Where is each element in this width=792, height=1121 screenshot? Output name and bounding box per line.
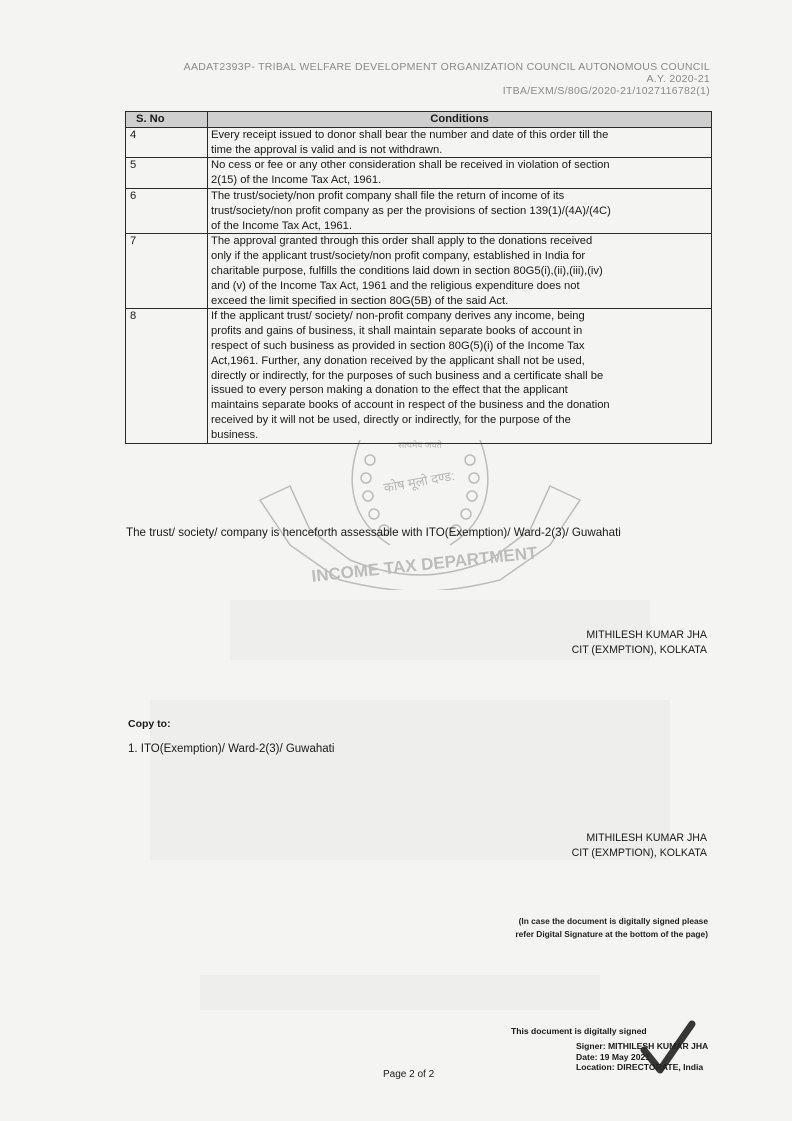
- copy-to-item: 1. ITO(Exemption)/ Ward-2(3)/ Guwahati: [128, 743, 335, 755]
- column-header-conditions: Conditions: [208, 112, 712, 128]
- emblem-motto-small: सत्यमेव जयते: [398, 440, 442, 450]
- condition-line: maintains separate books of account in respect of the business and the donation: [211, 399, 610, 412]
- condition-number: 8: [126, 309, 208, 443]
- stamp-banner-text: INCOME TAX DEPARTMENT: [310, 543, 539, 586]
- scan-shadow: [200, 975, 600, 1010]
- condition-line: The approval granted through this order shall apply to the donations received: [211, 235, 593, 248]
- condition-line: received by it will not be used, directly or indirectly, for the purpose of the: [211, 413, 571, 426]
- stamp-motto: कोष मूलो दण्ड:: [382, 467, 456, 496]
- note-line: (In case the document is digitally signed please: [518, 916, 708, 926]
- header-assessment-year: A.Y. 2020-21: [646, 73, 710, 85]
- signatory-name: MITHILESH KUMAR JHA: [586, 629, 707, 641]
- condition-line: Every receipt issued to donor shall bear the number and date of this order till the: [211, 128, 609, 141]
- column-header-sno: S. No: [126, 112, 208, 128]
- condition-line: only if the applicant trust/society/non profit company, established in India for: [211, 250, 586, 263]
- condition-number: 6: [126, 188, 208, 233]
- table-row: [126, 127, 712, 158]
- condition-line: issued to every person making a donation to the effect that the applicant: [211, 384, 568, 397]
- assessable-statement: The trust/ society/ company is henceforth assessable with ITO(Exemption)/ Ward-2(3)/ Guwahati: [126, 526, 621, 539]
- signer-line: Signer: MITHILESH KUMAR JHA: [576, 1041, 709, 1051]
- condition-text: [208, 234, 712, 309]
- condition-line: time the approval is valid and is not withdrawn.: [211, 143, 443, 156]
- condition-number: 7: [126, 234, 208, 309]
- signatory-designation: CIT (EXMPTION), KOLKATA: [571, 847, 707, 859]
- note-line: refer Digital Signature at the bottom of the page): [515, 928, 708, 939]
- signature-block: [572, 628, 707, 658]
- header-reference-number: ITBA/EXM/S/80G/2020-21/1027116782(1): [502, 85, 710, 97]
- signatory-designation: CIT (EXMPTION), KOLKATA: [571, 644, 707, 656]
- date-line: Date: 19 May 2021: [576, 1051, 651, 1062]
- header-org-name: AADAT2393P- TRIBAL WELFARE DEVELOPMENT ORGANIZATION COUNCIL AUTONOMOUS COUNCIL: [183, 61, 710, 73]
- table-row: [126, 234, 712, 309]
- table-header-row: [126, 112, 712, 128]
- condition-number: 5: [126, 158, 208, 189]
- conditions-table: [125, 111, 712, 444]
- signatory-name: MITHILESH KUMAR JHA: [586, 832, 707, 844]
- condition-line: trust/society/non profit company as per the provisions of section 139(1)/(4A)/(4C): [211, 204, 611, 217]
- condition-line: charitable purpose, fulfills the conditions laid down in section 80G5(i),(ii),(iii),(iv): [211, 264, 603, 277]
- digital-signature-note: [515, 915, 708, 940]
- income-tax-stamp: [250, 420, 590, 590]
- condition-line: The trust/society/non profit company shall file the return of income of its: [211, 189, 565, 202]
- condition-line: directly or indirectly, for the purposes of such business and a certificate shall be: [211, 369, 604, 382]
- condition-line: exceed the limit specified in section 80G(5B) of the said Act.: [211, 294, 509, 307]
- condition-line: Act,1961. Further, any donation received by the applicant shall not be used,: [211, 354, 585, 367]
- condition-text: [208, 188, 712, 233]
- condition-line: 2(15) of the Income Tax Act, 1961.: [211, 174, 382, 187]
- copy-to-label: Copy to:: [128, 718, 171, 730]
- condition-line: and (v) of the Income Tax Act, 1961 and the religious expenditure does not: [211, 279, 580, 292]
- page-number: Page 2 of 2: [383, 1069, 435, 1080]
- condition-text: [208, 158, 712, 189]
- condition-number: 4: [126, 127, 208, 158]
- signature-block: [572, 831, 707, 861]
- condition-line: profits and gains of business, it shall maintain separate books of account in: [211, 325, 583, 338]
- condition-line: respect of such business as provided in section 80G(5)(i) of the Income Tax: [211, 339, 585, 352]
- condition-line: of the Income Tax Act, 1961.: [211, 219, 352, 232]
- condition-text: [208, 127, 712, 158]
- table-row: [126, 158, 712, 189]
- checkmark-icon: [640, 1020, 696, 1078]
- condition-line: No cess or fee or any other consideration shall be received in violation of section: [211, 159, 610, 172]
- condition-line: business.: [211, 428, 259, 441]
- table-row: [126, 188, 712, 233]
- condition-line: If the applicant trust/ society/ non-profit company derives any income, being: [211, 310, 585, 323]
- location-line: Location: DIRECTORATE, India: [576, 1062, 704, 1072]
- digital-signature-title: This document is digitally signed: [511, 1026, 647, 1036]
